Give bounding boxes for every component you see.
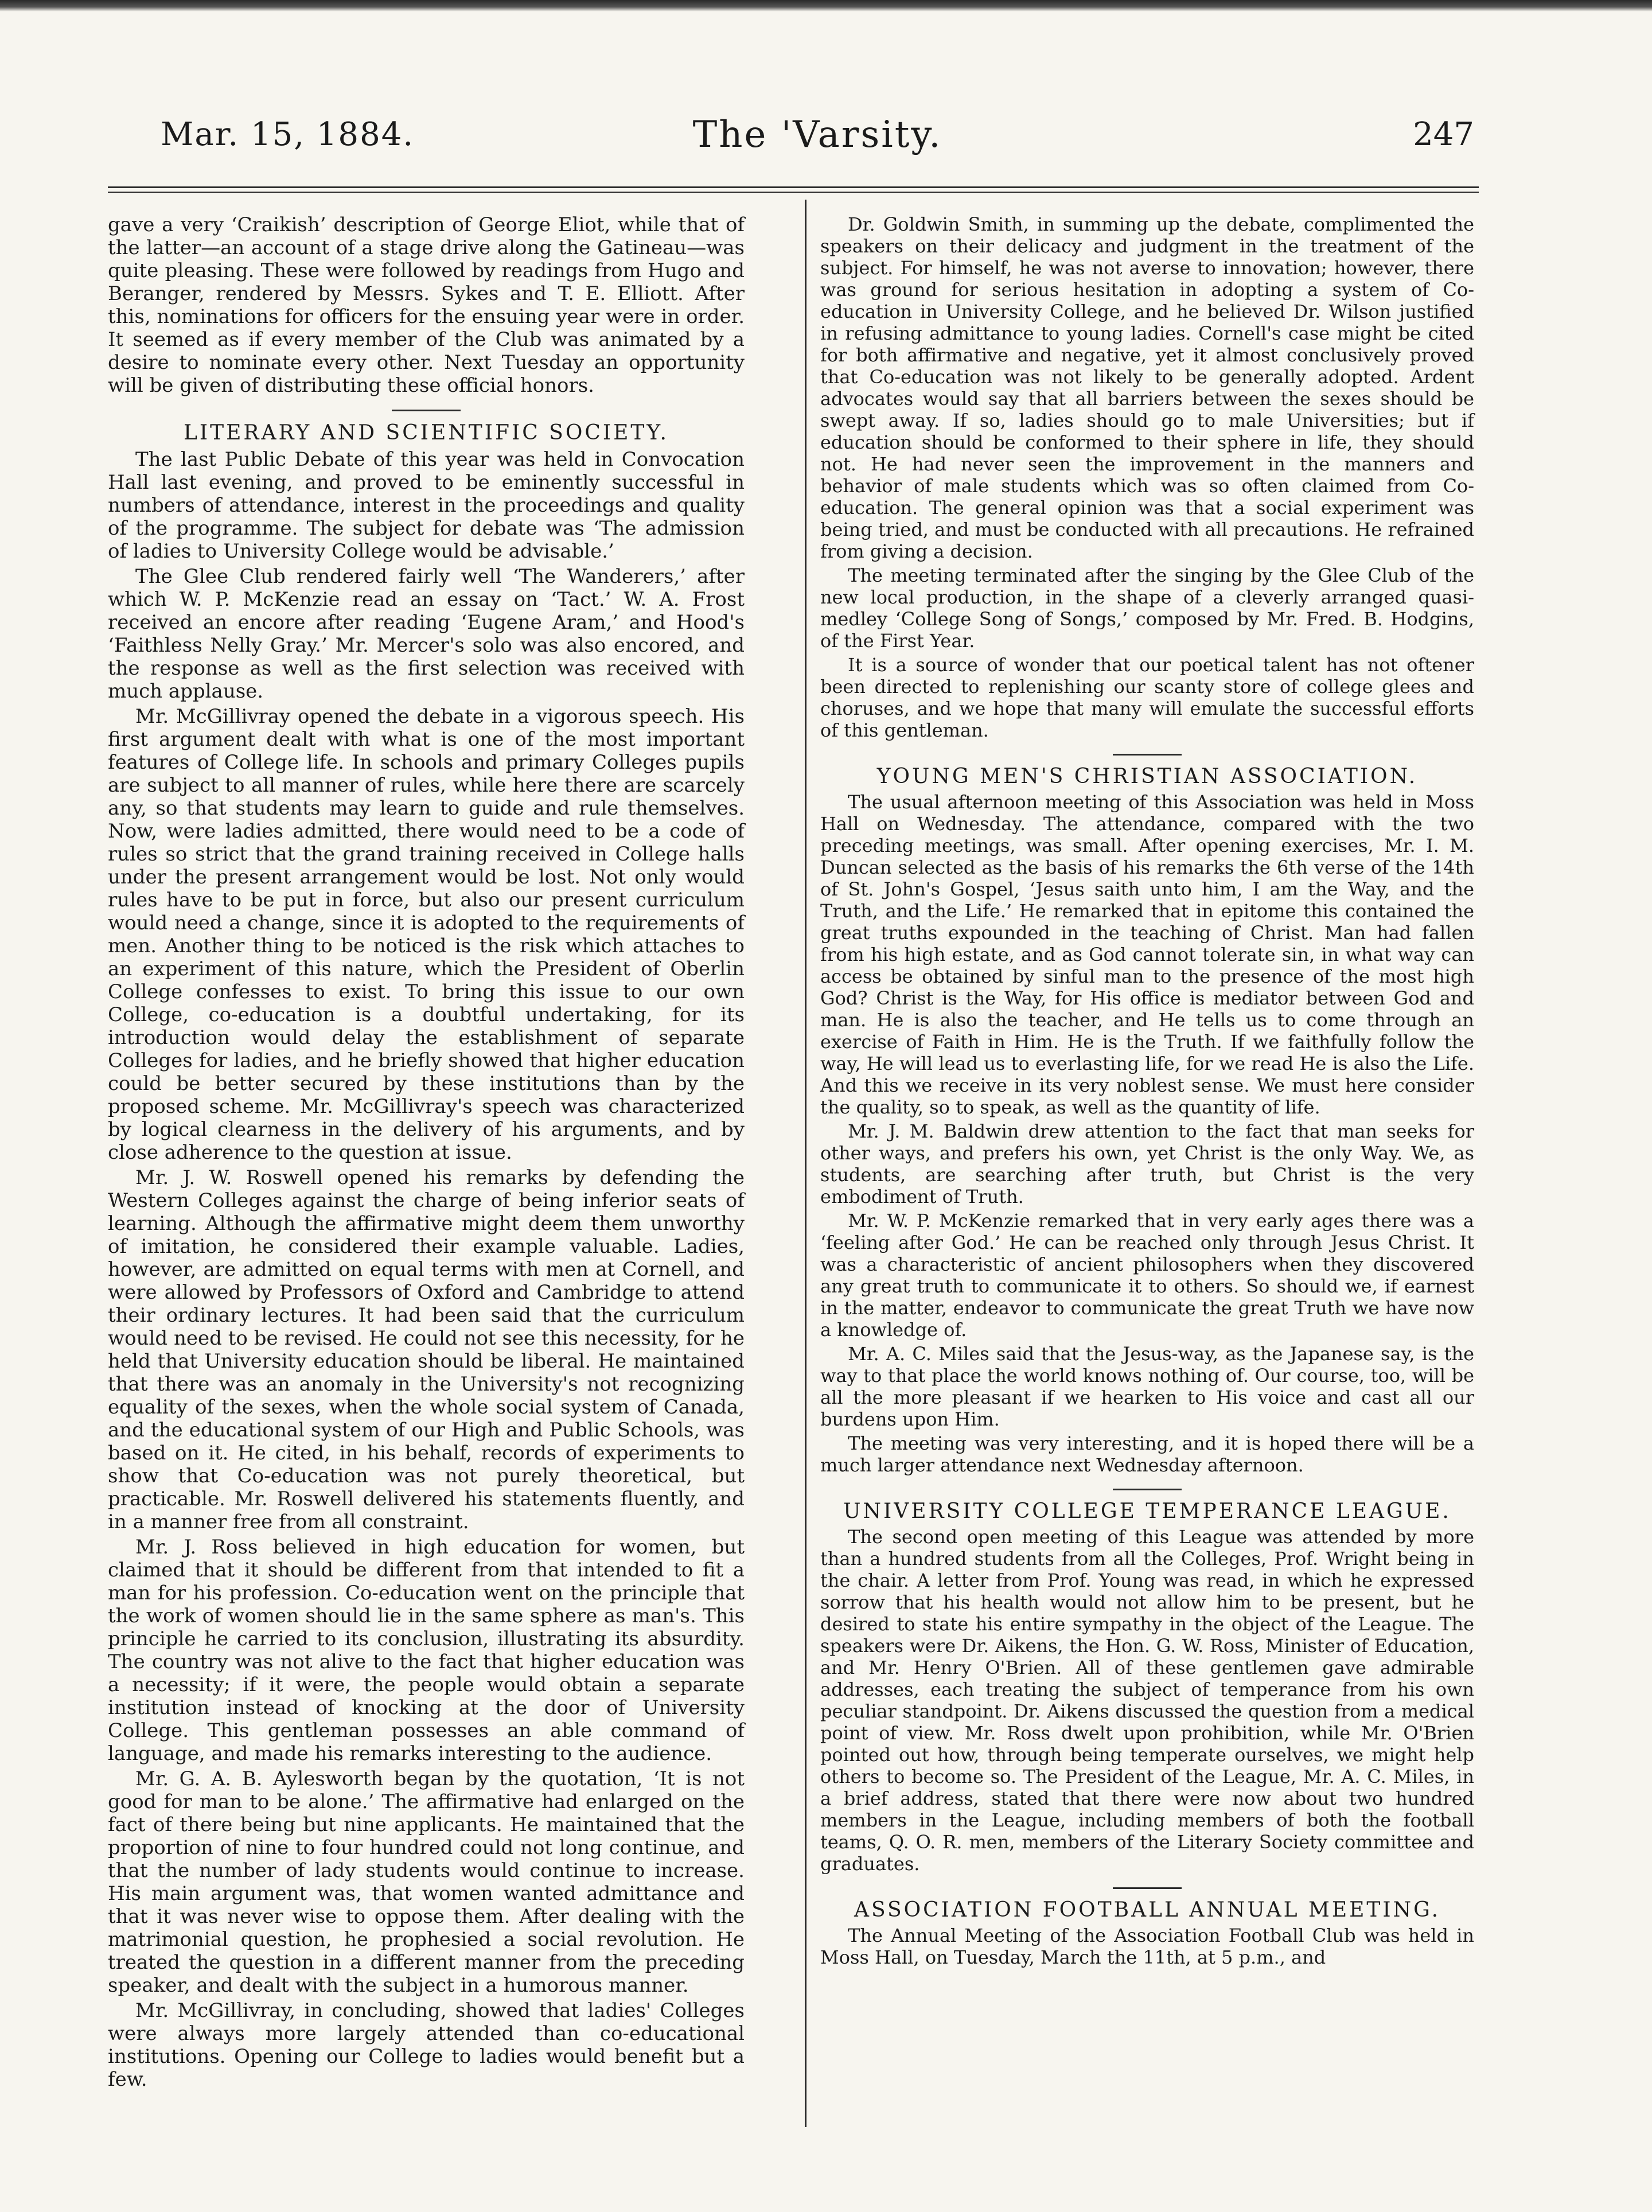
section-divider	[1113, 754, 1182, 755]
article-paragraph: Dr. Goldwin Smith, in summing up the debate, complimented the speakers on their delicacy and judgment in the treatment of the subject. For himself, he was not averse to innovation; however, there was ground for serious hesitation in adopting a system of Co-education in University College, and he believed Dr. Wilson justified in refusing admittance to young ladies. Cornell's case might be cited for both affirmative and negative, yet it almost conclusively proved that Co-education was not likely to be generally adopted. Ardent advocates would say that all barriers between the sexes should be swept away. If so, ladies should go to male Universities; but if education should be conformed to their sphere in life, they should not. He had never seen the improvement in the manners and behavior of male students which was so often claimed from Co-education. The general opinion was that a social experiment was being tried, and must be conducted with all precautions. He refrained from giving a decision.	[820, 213, 1474, 562]
scan-top-edge	[0, 0, 1652, 11]
section-divider	[1113, 1887, 1182, 1889]
column-divider	[805, 200, 806, 2127]
article-paragraph: The last Public Debate of this year was held in Convocation Hall last evening, and proved to be eminently successful in numbers of attendance, interest in the proceedings and quality of the programme. The subject for debate was ‘The admission of ladies to University College would be advisable.’	[108, 448, 745, 563]
right-column	[820, 213, 1474, 1970]
section-title-literary-society: LITERARY AND SCIENTIFIC SOCIETY.	[184, 421, 669, 445]
article-paragraph: Mr. J. W. Roswell opened his remarks by defending the Western Colleges against the charge of being inferior seats of learning. Although the affirmative might deem them unworthy of imitation, he considered their example valuable. Ladies, however, are admitted on equal terms with men at Cornell, and were allowed by Professors of Oxford and Cambridge to attend their ordinary lectures. It had been said that the curriculum would need to be revised. He could not see this necessity, for he held that University education should be liberal. He maintained that there was an anomaly in the University's not recognizing equality of the sexes, when the whole social system of Canada, and the educational system of our High and Public Schools, was based on it. He cited, in his behalf, records of experiments to show that Co-education was not purely theoretical, but practicable. Mr. Roswell delivered his statements fluently, and in a manner free from all constraint.	[108, 1166, 745, 1533]
continued-paragraph: gave a very ‘Craikish’ description of George Eliot, while that of the latter—an account of a stage drive along the Gatineau—was quite pleasing. These were followed by readings from Hugo and Beranger, rendered by Messrs. Sykes and T. E. Elliott. After this, nominations for officers for the ensuing year were in order. It seemed as if every member of the Club was animated by a desire to nominate every other. Next Tuesday an opportunity will be given of distributing these official honors.	[108, 213, 745, 397]
article-paragraph: Mr. A. C. Miles said that the Jesus-way, as the Japanese say, is the way to that place the world knows nothing of. Our course, too, will be all the more pleasant if we hearken to His voice and cast all our burdens upon Him.	[820, 1343, 1474, 1430]
article-paragraph: The Glee Club rendered fairly well ‘The Wanderers,’ after which W. P. McKenzie read an essay on ‘Tact.’ W. A. Frost received an encore after reading ‘Eugene Aram,’ and Hood's ‘Faithless Nelly Gray.’ Mr. Mercer's solo was also encored, and the response as well as the first selection was received with much applause.	[108, 565, 745, 703]
section-title-football-meeting: ASSOCIATION FOOTBALL ANNUAL MEETING.	[854, 1898, 1441, 1922]
article-paragraph: Mr. McGillivray, in concluding, showed that ladies' Colleges were always more largely attended than co-educational institutions. Opening our College to ladies would benefit but a few.	[108, 1999, 745, 2091]
section-title-temperance-league: UNIVERSITY COLLEGE TEMPERANCE LEAGUE.	[843, 1500, 1451, 1523]
masthead-title: The 'Varsity.	[692, 114, 942, 156]
section-title-ymca: YOUNG MEN'S CHRISTIAN ASSOCIATION.	[876, 765, 1418, 788]
left-column	[108, 213, 745, 2093]
article-paragraph: The usual afternoon meeting of this Association was held in Moss Hall on Wednesday. The attendance, compared with the two preceding meetings, was small. After opening exercises, Mr. I. M. Duncan selected as the basis of his remarks the 6th verse of the 14th of St. John's Gospel, ‘Jesus saith unto him, I am the Way, and the Truth, and the Life.’ He remarked that in epitome this contained the great truths expounded in the teaching of Christ. Man had fallen from his high estate, and as God cannot tolerate sin, in what way can access be obtained by sinful man to the presence of the most high God? Christ is the Way, for His office is mediator between God and man. He is also the teacher, and He tells us to come through an exercise of Faith in Him. He is the Truth. If we faithfully follow the way, He will lead us to everlasting life, for we read He is also the Life. And this we receive in its very noblest sense. We must here consider the quality, so to speak, as well as the quantity of life.	[820, 791, 1474, 1118]
article-paragraph: Mr. McGillivray opened the debate in a vigorous speech. His first argument dealt with what is one of the most important features of College life. In schools and primary Colleges pupils are subject to all manner of rules, while here there are scarcely any, so that students may learn to guide and rule themselves. Now, were ladies admitted, there would need to be a code of rules so strict that the grand training received in College halls under the present arrangement would be lost. Not only would rules have to be put in force, but also our present curriculum would need a change, since it is adopted to the requirements of men. Another thing to be noticed is the risk which attaches to an experiment of this nature, which the President of Oberlin College confesses to exist. To bring this issue to our own College, co-education is a doubtful undertaking, for its introduction would delay the establishment of separate Colleges for ladies, and he briefly showed that higher education could be better secured by these institutions than by the proposed scheme. Mr. McGillivray's speech was characterized by logical clearness in the delivery of his arguments, and by close adherence to the question at issue.	[108, 705, 745, 1164]
article-paragraph: The second open meeting of this League was attended by more than a hundred students from all the Colleges, Prof. Wright being in the chair. A letter from Prof. Young was read, in which he expressed sorrow that his health would not allow him to be present, but he desired to state his entire sympathy in the object of the League. The speakers were Dr. Aikens, the Hon. G. W. Ross, Minister of Education, and Mr. Henry O'Brien. All of these gentlemen gave admirable addresses, each treating the subject of temperance from his own peculiar standpoint. Dr. Aikens discussed the question from a medical point of view. Mr. Ross dwelt upon prohibition, while Mr. O'Brien pointed out how, through being temperate ourselves, we might help others to become so. The President of the League, Mr. A. C. Miles, in a brief address, stated that there were now about two hundred members in the League, including members of both the football teams, Q. O. R. men, members of the Literary Society committee and graduates.	[820, 1526, 1474, 1875]
header-rule-bottom	[108, 192, 1479, 193]
article-paragraph: Mr. J. M. Baldwin drew attention to the fact that man seeks for other ways, and prefers his own, yet Christ is the only Way. We, as students, are searching after truth, but Christ is the very embodiment of Truth.	[820, 1120, 1474, 1208]
article-paragraph: It is a source of wonder that our poetical talent has not oftener been directed to replenishing our scanty store of college glees and choruses, and we hope that many will emulate the successful efforts of this gentleman.	[820, 654, 1474, 741]
issue-date: Mar. 15, 1884.	[161, 116, 415, 153]
article-paragraph: Mr. W. P. McKenzie remarked that in very early ages there was a ‘feeling after God.’ He can be reached only through Jesus Christ. It was a characteristic of ancient philosophers when they discovered any great truth to communicate it to others. So should we, if earnest in the matter, endeavor to communicate the great Truth we have now a knowledge of.	[820, 1210, 1474, 1341]
page-header	[161, 112, 1474, 181]
article-paragraph: The meeting was very interesting, and it is hoped there will be a much larger attendance next Wednesday afternoon.	[820, 1432, 1474, 1476]
section-divider	[392, 410, 461, 411]
article-paragraph: Mr. G. A. B. Aylesworth began by the quotation, ‘It is not good for man to be alone.’ The affirmative had enlarged on the fact of there being but nine applicants. He maintained that the proportion of nine to four hundred could not long continue, and that the number of lady students would continue to increase. His main argument was, that women wanted admittance and that it was never wise to oppose them. After dealing with the matrimonial question, he prophesied a social revolution. He treated the question in a different manner from the preceding speaker, and dealt with the subject in a humorous manner.	[108, 1767, 745, 1997]
header-rule-top	[108, 186, 1479, 188]
article-paragraph: The Annual Meeting of the Association Football Club was held in Moss Hall, on Tuesday, March the 11th, at 5 p.m., and	[820, 1925, 1474, 1968]
article-paragraph: The meeting terminated after the singing by the Glee Club of the new local production, in the shape of a cleverly arranged quasi-medley ‘College Song of Songs,’ composed by Mr. Fred. B. Hodgins, of the First Year.	[820, 564, 1474, 652]
article-paragraph: Mr. J. Ross believed in high education for women, but claimed that it should be different from that intended to fit a man for his profession. Co-education went on the principle that the work of women should lie in the same sphere as man's. This principle he carried to its conclusion, illustrating its absurdity. The country was not alive to the fact that higher education was a necessity; if it were, the people would obtain a separate institution instead of knocking at the door of University College. This gentleman possesses an able command of language, and made his remarks interesting to the audience.	[108, 1536, 745, 1765]
section-divider	[1113, 1489, 1182, 1490]
page-number: 247	[1413, 116, 1474, 153]
